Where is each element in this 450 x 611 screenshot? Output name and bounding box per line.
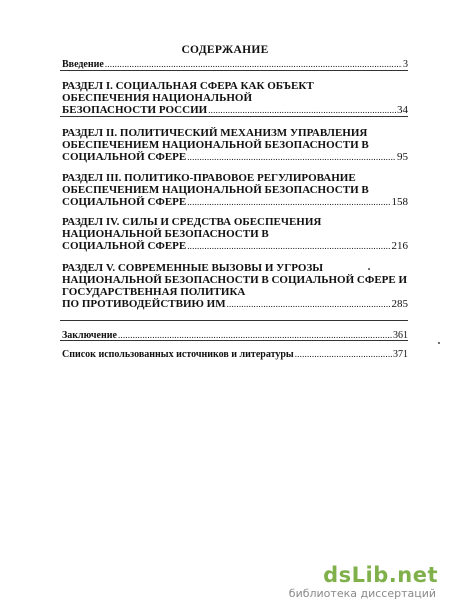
toc-entry-last-line bbox=[62, 240, 408, 252]
toc-entry-line: РАЗДЕЛ I. СОЦИАЛЬНАЯ СФЕРА КАК ОБЪЕКТ bbox=[62, 80, 314, 92]
toc-entry[interactable] bbox=[62, 80, 408, 116]
watermark-name: dsLib.net bbox=[323, 563, 438, 587]
toc-page-number: 361 bbox=[393, 330, 408, 341]
toc-entry-line: ОБЕСПЕЧЕНИЕМ НАЦИОНАЛЬНОЙ БЕЗОПАСНОСТИ В bbox=[62, 184, 369, 196]
toc-entry-title: Заключение bbox=[62, 330, 117, 341]
toc-entry-line: НАЦИОНАЛЬНОЙ БЕЗОПАСНОСТИ В СОЦИАЛЬНОЙ СФЕРЕ И bbox=[62, 274, 408, 286]
separator-rule bbox=[60, 70, 408, 71]
toc-entry-title: СОЦИАЛЬНОЙ СФЕРЕ bbox=[62, 196, 187, 208]
toc-entry-last-line bbox=[62, 348, 408, 361]
toc-entry[interactable] bbox=[62, 262, 408, 310]
toc-entry-title: БЕЗОПАСНОСТИ РОССИИ bbox=[62, 104, 208, 116]
toc-entry-line: ОБЕСПЕЧЕНИЯ НАЦИОНАЛЬНОЙ bbox=[62, 92, 253, 104]
toc-page-number: 216 bbox=[391, 240, 408, 252]
toc-entry-title: СОЦИАЛЬНОЙ СФЕРЕ bbox=[62, 240, 187, 252]
dot-leader bbox=[187, 151, 396, 163]
dot-leader bbox=[187, 196, 390, 208]
watermark-logo[interactable] bbox=[288, 563, 438, 603]
toc-entry-line: ГОСУДАРСТВЕННАЯ ПОЛИТИКА bbox=[62, 286, 246, 298]
toc-page-number: 285 bbox=[391, 298, 408, 310]
dot-leader bbox=[295, 348, 392, 360]
toc-entry-last-line bbox=[62, 298, 408, 310]
toc-entry-last-line bbox=[62, 151, 408, 163]
toc-entry[interactable] bbox=[62, 127, 408, 163]
toc-entry-title: Список использованных источников и литературы bbox=[62, 349, 294, 360]
toc-entry-title: ПО ПРОТИВОДЕЙСТВИЮ ИМ bbox=[62, 298, 226, 310]
toc-entry[interactable] bbox=[62, 348, 408, 361]
toc-page-number: 158 bbox=[391, 196, 408, 208]
page-title: СОДЕРЖАНИЕ bbox=[181, 44, 269, 56]
toc-entry-line: РАЗДЕЛ IV. СИЛЫ И СРЕДСТВА ОБЕСПЕЧЕНИЯ bbox=[62, 216, 322, 228]
toc-entry-line: РАЗДЕЛ III. ПОЛИТИКО-ПРАВОВОЕ РЕГУЛИРОВАНИЕ bbox=[62, 172, 356, 184]
toc-entry-line: РАЗДЕЛ V. СОВРЕМЕННЫЕ ВЫЗОВЫ И УГРОЗЫ bbox=[62, 262, 324, 274]
toc-page-number: 371 bbox=[393, 349, 408, 360]
separator-rule bbox=[60, 116, 408, 117]
toc-entry[interactable] bbox=[62, 172, 408, 208]
scan-speck bbox=[368, 268, 370, 270]
toc-entry-line: НАЦИОНАЛЬНОЙ БЕЗОПАСНОСТИ В bbox=[62, 228, 269, 240]
separator-rule bbox=[60, 340, 408, 341]
dot-leader bbox=[105, 58, 402, 70]
toc-page-number: 34 bbox=[397, 104, 408, 116]
toc-entry-title: Введение bbox=[62, 59, 104, 70]
toc-entry-title: СОЦИАЛЬНОЙ СФЕРЕ bbox=[62, 151, 187, 163]
toc-entry-line: РАЗДЕЛ II. ПОЛИТИЧЕСКИЙ МЕХАНИЗМ УПРАВЛЕНИЯ bbox=[62, 127, 368, 139]
toc-entry-line: ОБЕСПЕЧЕНИЕМ НАЦИОНАЛЬНОЙ БЕЗОПАСНОСТИ В bbox=[62, 139, 369, 151]
separator-rule bbox=[60, 320, 408, 321]
scan-speck bbox=[438, 342, 440, 344]
dot-leader bbox=[208, 104, 396, 116]
toc-entry-last-line bbox=[62, 196, 408, 208]
toc-entry[interactable] bbox=[62, 216, 408, 252]
toc-entry-last-line bbox=[62, 104, 408, 116]
dot-leader bbox=[227, 298, 391, 310]
dot-leader bbox=[187, 240, 390, 252]
toc-page-number: 3 bbox=[403, 59, 408, 70]
watermark-tagline: библиотека диссертаций bbox=[288, 587, 436, 600]
toc-page-number: 95 bbox=[397, 151, 408, 163]
